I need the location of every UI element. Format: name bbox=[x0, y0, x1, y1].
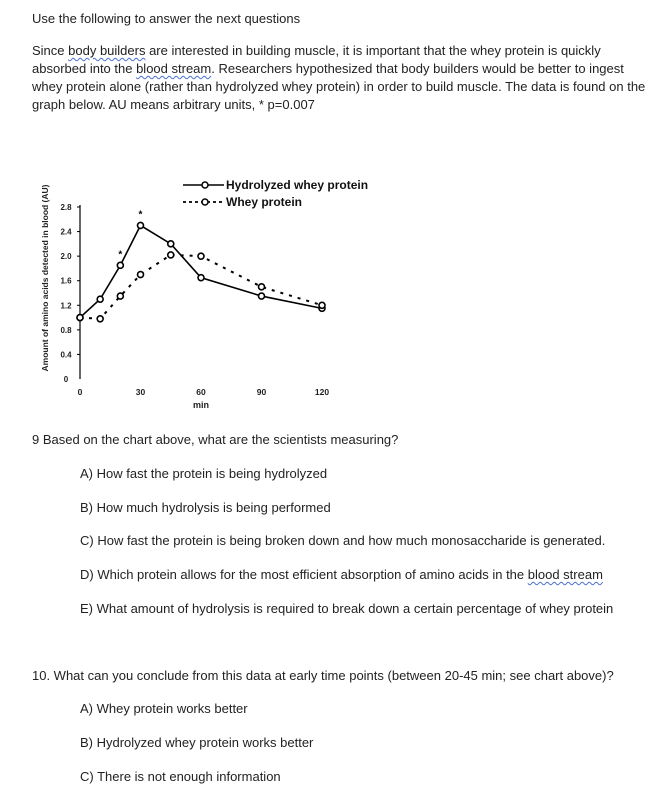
amino-acid-line-chart bbox=[0, 160, 420, 420]
y-axis-label: Amount of amino acids detected in blood (AU) bbox=[40, 184, 50, 372]
y-tick-label: 1.2 bbox=[60, 301, 72, 311]
q9-option-e: E) What amount of hydrolysis is required to break down a certain percentage of whey protein bbox=[80, 601, 614, 616]
hydrolyzed-whey-protein-point bbox=[168, 241, 174, 247]
whey-protein-point bbox=[138, 272, 144, 278]
x-tick-label: 120 bbox=[314, 387, 330, 397]
whey-protein-point bbox=[77, 315, 83, 321]
hydrolyzed-whey-protein-point bbox=[97, 296, 103, 302]
q10-option-b: B) Hydrolyzed whey protein works better bbox=[80, 735, 314, 750]
x-tick-label: 0 bbox=[77, 387, 83, 397]
hydrolyzed-whey-protein-point bbox=[138, 222, 144, 228]
y-tick-label: 2.8 bbox=[60, 203, 72, 212]
passage-part-2: are interested in building muscle, it is important that the whey protein is quickly absorbed into the bbox=[32, 43, 601, 76]
y-tick-label: 0 bbox=[63, 375, 69, 384]
q10-option-c: C) There is not enough information bbox=[80, 769, 281, 784]
x-axis-label: min bbox=[192, 400, 210, 410]
x-tick-label: 30 bbox=[135, 387, 146, 397]
y-tick-label: 1.6 bbox=[60, 276, 72, 286]
passage-part-1: Since bbox=[32, 43, 69, 58]
q9-option-b: B) How much hydrolysis is being performed bbox=[80, 500, 331, 515]
whey-protein-point bbox=[259, 284, 265, 290]
x-tick-label: 60 bbox=[196, 387, 206, 397]
whey-protein-point bbox=[97, 316, 103, 322]
y-tick-label: 0.8 bbox=[60, 325, 72, 335]
q9-option-d-text: D) Which protein allows for the most efficient absorption of amino acids in the bbox=[80, 567, 528, 582]
whey-protein-point bbox=[198, 253, 204, 259]
whey-protein-point bbox=[117, 293, 123, 299]
q9-option-d bbox=[80, 566, 603, 584]
legend-whey-marker bbox=[202, 199, 208, 205]
hydrolyzed-whey-protein-point bbox=[117, 262, 123, 268]
instructions-text: Use the following to answer the next questions bbox=[32, 11, 301, 26]
y-tick-label: 0.4 bbox=[60, 350, 72, 360]
q10-option-a: A) Whey protein works better bbox=[80, 701, 248, 716]
hydrolyzed-whey-protein-point bbox=[198, 275, 204, 281]
passage-text bbox=[32, 42, 647, 114]
significance-asterisk: * bbox=[118, 249, 123, 261]
question-9: 9 Based on the chart above, what are the scientists measuring? bbox=[32, 432, 399, 447]
hydrolyzed-whey-protein-line bbox=[80, 225, 322, 317]
y-tick-label: 2.4 bbox=[60, 227, 72, 237]
question-10: 10. What can you conclude from this data at early time points (between 20-45 min; see chart above)? bbox=[32, 668, 614, 683]
hydrolyzed-whey-protein-point bbox=[259, 293, 265, 299]
q9-option-c: C) How fast the protein is being broken down and how much monosaccharide is generated. bbox=[80, 533, 606, 548]
whey-protein-point bbox=[168, 252, 174, 258]
spellcheck-word-body-builders[interactable]: body builders bbox=[68, 43, 146, 58]
significance-asterisk: * bbox=[138, 209, 143, 221]
spellcheck-word-blood-stream[interactable]: blood stream bbox=[136, 61, 212, 76]
x-tick-label: 90 bbox=[256, 387, 267, 397]
legend-whey-label: Whey protein bbox=[226, 195, 303, 209]
legend-hydrolyzed-marker bbox=[202, 182, 208, 188]
whey-protein-point bbox=[319, 302, 325, 308]
legend-hydrolyzed-label: Hydrolyzed whey protein bbox=[226, 178, 369, 192]
passage-part-3: . Researchers hypothesized that body builders would be better to ingest whey protein alone (rather than hydrolyzed whey protein) in order to build muscle. The data is found on the graph below. AU means arbitrary units, * p=0.007 bbox=[32, 61, 646, 112]
spellcheck-word-blood-stream-2[interactable]: blood stream bbox=[527, 567, 603, 582]
y-tick-label: 2.0 bbox=[60, 252, 72, 262]
q9-option-a: A) How fast the protein is being hydrolyzed bbox=[80, 466, 328, 481]
whey-protein-line bbox=[80, 255, 322, 319]
